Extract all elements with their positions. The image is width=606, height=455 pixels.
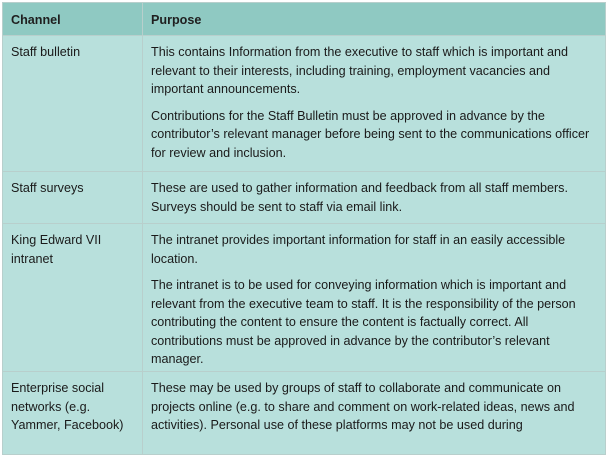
purpose-clip [151,379,597,449]
channel-cell: King Edward VII intranet [3,224,143,372]
purpose-paragraph: The intranet provides important information for staff in an easily accessible location. [151,233,566,266]
header-purpose: Purpose [143,3,606,36]
table-header-row [3,3,606,36]
purpose-cell [143,372,606,455]
purpose-cell [143,172,606,224]
channel-cell: Enterprise social networks (e.g. Yammer, Facebook) [3,372,143,455]
purpose-paragraph: These are used to gather information and feedback from all staff members. Surveys should be sent to staff via email link. [151,181,568,214]
table-row [3,172,606,224]
purpose-paragraph: Contributions for the Staff Bulletin must be approved in advance by the contributor’s relevant manager before being sent to the communications officer for review and inclusion. [151,108,590,160]
purpose-paragraph: These may be used by groups of staff to collaborate and communicate on projects online (e.g. to share and comment on work-related ideas, news and activities). Personal use of these platforms may not be used during [151,381,575,432]
purpose-paragraph: The intranet is to be used for conveying information which is important and relevant from the executive team to staff. It is the responsibility of the person contributing the content to ensure the content is factually correct. All contributions must be approved in advance by the contributor’s relevant manager. [151,278,576,366]
table-row [3,224,606,372]
purpose-paragraph: This contains Information from the executive to staff which is important and relevant to their interests, including training, employment vacancies and important announcements. [151,45,568,96]
channels-table [2,2,606,455]
channel-cell: Staff surveys [3,172,143,224]
table-row [3,372,606,455]
purpose-cell [143,36,606,172]
table-row [3,36,606,172]
purpose-cell [143,224,606,372]
header-channel: Channel [3,3,143,36]
channel-cell: Staff bulletin [3,36,143,172]
